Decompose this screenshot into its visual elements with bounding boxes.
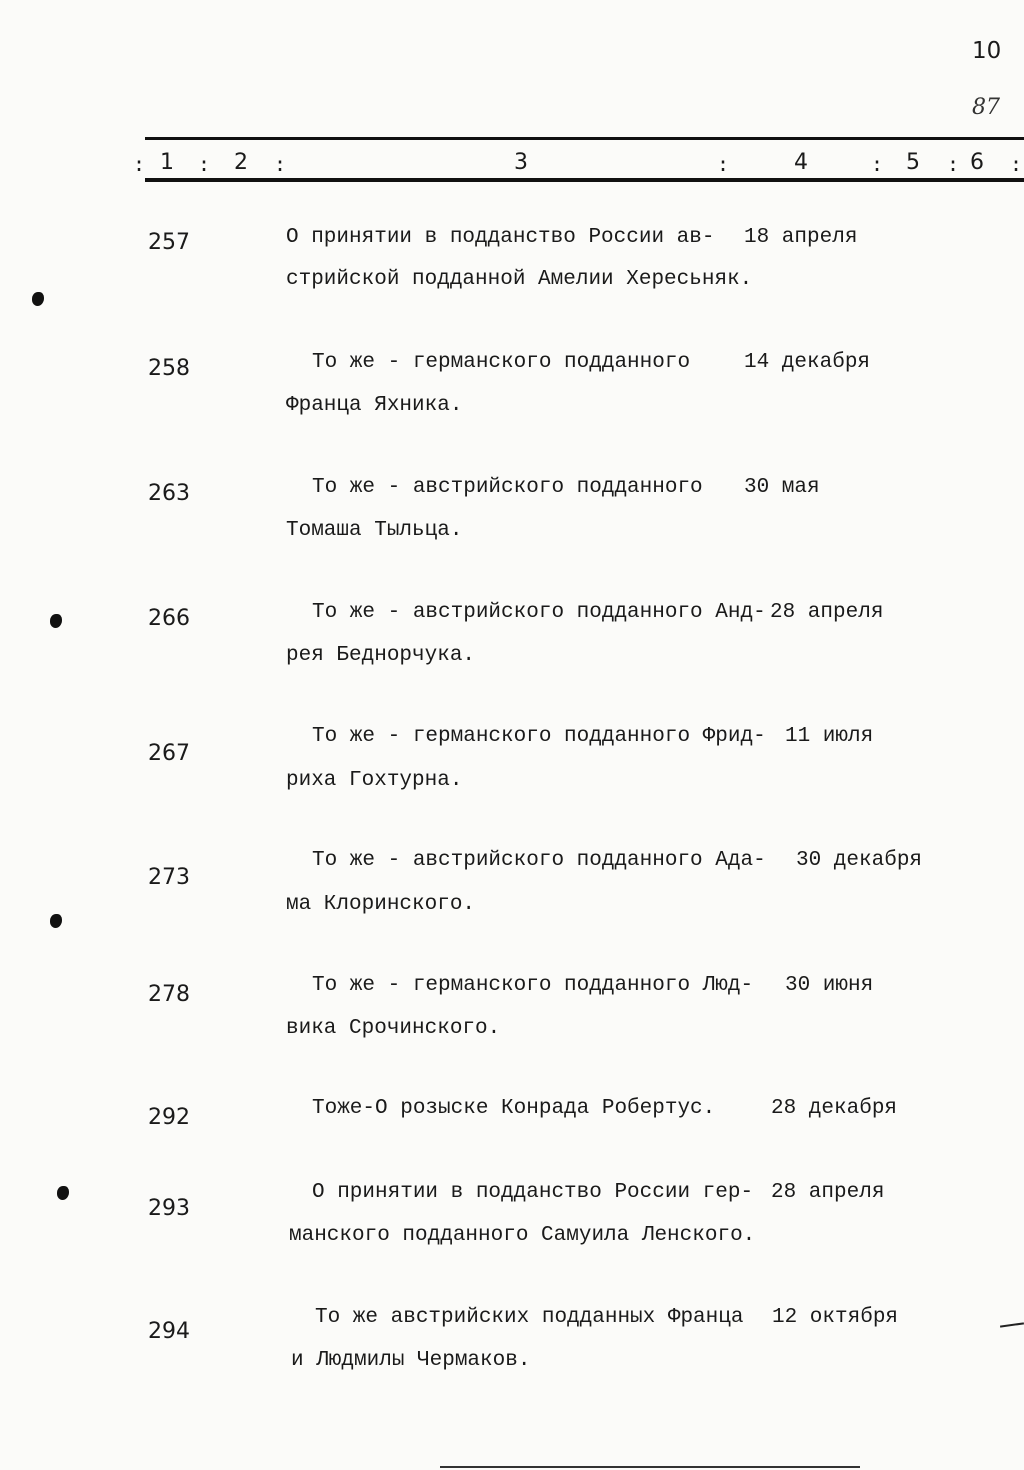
case-date: 28 декабря [771,1097,898,1120]
case-number: 266 [148,606,190,631]
case-title-line-2: риха Гохтурна. [286,769,463,792]
column-separator: : [1010,152,1023,176]
case-number: 273 [148,865,190,890]
case-title-line-2: стрийской подданной Амелии Хересьняк. [286,268,753,291]
case-date: 30 мая [744,476,820,499]
case-title-line-2: вика Срочинского. [286,1017,501,1040]
case-title-line-1: То же австрийских подданных Франца [315,1306,744,1329]
binding-hole-mark [50,614,62,628]
case-date: 28 апреля [770,601,884,624]
case-number: 293 [148,1196,190,1221]
case-title-line-1: Тоже-О розыске Конрада Робертус. [312,1097,716,1120]
binding-hole-mark [32,292,44,306]
footer-rule [440,1466,860,1468]
binding-hole-mark [50,914,62,928]
column-header-3: 3 [514,150,528,175]
case-title-line-1: То же - германского подданного [312,351,691,374]
column-separator: : [133,152,146,176]
case-title-line-1: О принятии в подданство России гер- [312,1181,754,1204]
binding-hole-mark [57,1186,69,1200]
case-title-line-1: То же - австрийского подданного Ада- [312,849,766,872]
case-date: 14 декабря [744,351,871,374]
case-date: 12 октября [772,1306,899,1329]
column-separator: : [717,152,730,176]
case-title-line-2: Томаша Тыльца. [286,519,463,542]
case-title-line-1: О принятии в подданство России ав- [286,226,715,249]
case-date: 30 июня [785,974,874,997]
case-title-line-1: То же - австрийского подданного [312,476,703,499]
case-number: 258 [148,356,190,381]
margin-pen-stroke [1000,1322,1024,1327]
column-separator: : [198,152,211,176]
case-date: 30 декабря [796,849,923,872]
case-number: 292 [148,1105,190,1130]
case-number: 294 [148,1319,190,1344]
column-header-6: 6 [970,150,984,175]
header-top-rule [145,137,1024,140]
case-number: 263 [148,481,190,506]
case-number: 278 [148,982,190,1007]
case-title-line-1: То же - австрийского подданного Анд- [312,601,766,624]
column-header-1: 1 [160,150,174,175]
case-title-line-2: ма Клоринского. [286,893,476,916]
case-date: 28 апреля [771,1181,885,1204]
case-title-line-2: Франца Яхника. [286,394,463,417]
column-separator: : [871,152,884,176]
case-date: 18 апреля [744,226,858,249]
case-title-line-2: и Людмилы Чермаков. [291,1349,531,1372]
case-date: 11 июля [785,725,874,748]
case-title-line-1: То же - германского подданного Фрид- [312,725,766,748]
archive-mark: 87 [972,95,1000,120]
header-bottom-rule [145,178,1024,182]
column-header-row [0,150,1024,176]
page-number: 10 [972,38,1002,64]
case-title-line-1: То же - германского подданного Люд- [312,974,754,997]
column-separator: : [947,152,960,176]
case-title-line-2: манского подданного Самуила Ленского. [289,1224,756,1247]
column-header-5: 5 [906,150,920,175]
case-number: 267 [148,741,190,766]
case-title-line-2: рея Беднорчука. [286,644,476,667]
column-header-2: 2 [234,150,248,175]
column-header-4: 4 [794,150,808,175]
column-separator: : [274,152,287,176]
case-number: 257 [148,230,190,255]
